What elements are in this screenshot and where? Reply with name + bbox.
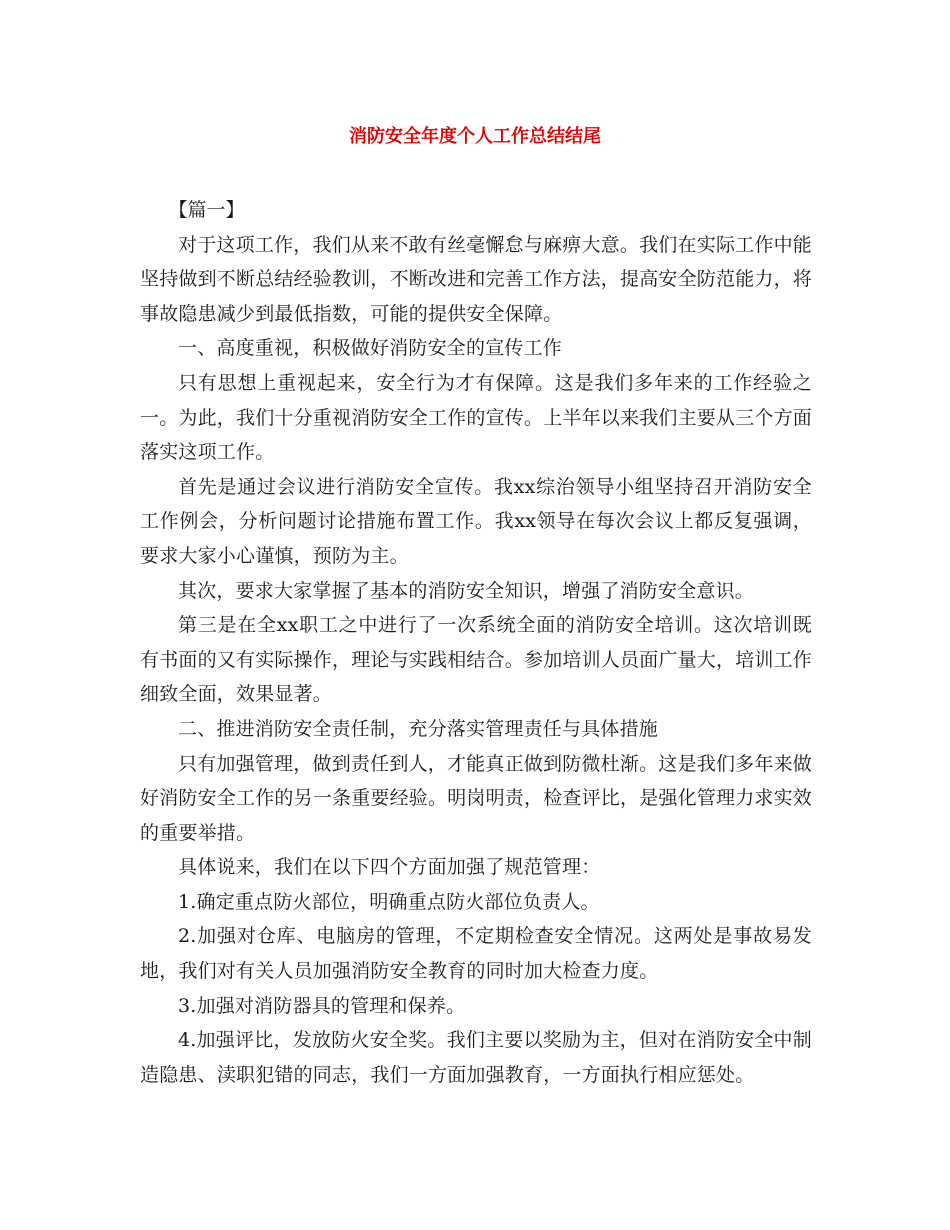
list-item-3: 3.加强对消防器具的管理和保养。 — [178, 994, 466, 1017]
document-body — [140, 193, 812, 1092]
paragraph-section-2-intro: 只有加强管理，做到责任到人，才能真正做到防微杜渐。这是我们多年来做好消防安全工作的另一条重要经验。明岗明责，检查评比，是强化管理力求实效的重要举措。 — [140, 752, 813, 844]
list-item-2: 2.加强对仓库、电脑房的管理，不定期检查安全情况。这两处是事故易发地，我们对有关人员加强消防安全教育的同时加大检查力度。 — [140, 925, 812, 983]
list-item-1: 1.确定重点防火部位，明确重点防火部位负责人。 — [178, 890, 600, 913]
list-item-4: 4.加强评比，发放防火安全奖。我们主要以奖励为主，但对在消防安全中制造隐患、渎职犯错的同志，我们一方面加强教育，一方面执行相应惩处。 — [140, 1029, 812, 1086]
paragraph-four-aspects: 具体说来，我们在以下四个方面加强了规范管理： — [178, 856, 601, 879]
paragraph-section-1-intro: 只有思想上重视起来，安全行为才有保障。这是我们多年来的工作经验之一。为此，我们十分重视消防安全工作的宣传。上半年以来我们主要从三个方面落实这项工作。 — [140, 371, 813, 464]
heading-section-2: 二、推进消防安全责任制，充分落实管理责任与具体措施 — [178, 717, 659, 740]
heading-section-1: 一、高度重视，积极做好消防安全的宣传工作 — [178, 337, 563, 360]
document-title: 消防安全年度个人工作总结结尾 — [349, 126, 601, 147]
paragraph-intro: 对于这项工作，我们从来不敢有丝毫懈怠与麻痹大意。我们在实际工作中能坚持做到不断总结经验教训，不断改进和完善工作方法，提高安全防范能力，将事故隐患减少到最低指数，可能的提供安全保障。 — [140, 233, 813, 325]
paragraph-third-measure: 第三是在全xx职工之中进行了一次系统全面的消防安全培训。这次培训既有书面的又有实际操作，理论与实践相结合。参加培训人员面广量大，培训工作细致全面，效果显著。 — [140, 614, 813, 706]
paragraph-second-measure: 其次，要求大家掌握了基本的消防安全知识，增强了消防安全意识。 — [178, 579, 755, 602]
section-tag: 【篇一】 — [168, 199, 245, 221]
paragraph-first-measure: 首先是通过会议进行消防安全宣传。我xx综治领导小组坚持召开消防安全工作例会，分析问题讨论措施布置工作。我xx领导在每次会议上都反复强调，要求大家小心谨慎，预防为主。 — [140, 475, 812, 567]
